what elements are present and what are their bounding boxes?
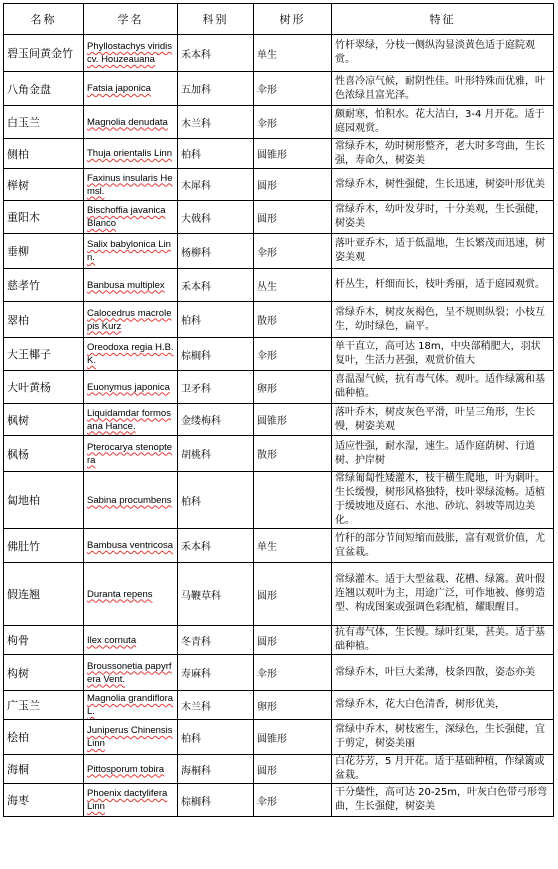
cell-latin: Calocedrus macrolepis Kurz <box>84 302 178 338</box>
cell-latin: Magnolia denudata <box>84 106 178 139</box>
cell-latin: Banbusa multiplex <box>84 269 178 302</box>
table-row <box>4 655 554 691</box>
cell-family: 海桐科 <box>178 755 254 784</box>
table-row <box>4 169 554 201</box>
cell-family: 禾本科 <box>178 269 254 302</box>
cell-feature: 常绿中乔木，树枝密生，深绿色，生长强健，宜于剪定，树姿美丽 <box>332 720 554 755</box>
cell-shape: 圆锥形 <box>254 139 332 169</box>
cell-shape <box>254 472 332 529</box>
cell-feature: 常绿匍匐性矮灌木，枝干横生爬地，叶为刺叶。生长缓慢，树形风格独特，枝叶翠绿流畅。适植于缓坡地及庭石、水池、砂坑、斜坡等周边美化。 <box>332 472 554 529</box>
table-row <box>4 302 554 338</box>
cell-latin: Ilex cornuta <box>84 626 178 655</box>
cell-name: 海桐 <box>4 755 84 784</box>
cell-feature: 常绿乔木，花大白色清香，树形优美， <box>332 691 554 720</box>
table-row <box>4 472 554 529</box>
cell-latin: Magnolia grandiflora L. <box>84 691 178 720</box>
cell-name: 白玉兰 <box>4 106 84 139</box>
header-row <box>4 4 554 35</box>
cell-latin: Pittosporum tobira <box>84 755 178 784</box>
cell-family: 柏科 <box>178 472 254 529</box>
cell-latin: Liquidamdar formosana Hance. <box>84 404 178 436</box>
table-row <box>4 563 554 626</box>
cell-name: 大王椰子 <box>4 338 84 371</box>
cell-feature: 常绿乔木，幼叶发芽时，十分美观，生长强健，树姿美 <box>332 201 554 234</box>
cell-feature: 单干直立，高可达 18m，中央部稍肥大，羽状复叶，生活力甚强，观赏价值大 <box>332 338 554 371</box>
cell-shape: 卵形 <box>254 691 332 720</box>
table-row <box>4 755 554 784</box>
cell-feature: 常绿灌木。适于大型盆栽、花槽、绿篱。黄叶假连翘以观叶为主，用途广泛，可作地被、修剪造型、构成图案或强调色彩配植，耀眼醒目。 <box>332 563 554 626</box>
cell-name: 枫杨 <box>4 436 84 472</box>
cell-shape: 散形 <box>254 302 332 338</box>
table-row <box>4 234 554 269</box>
cell-latin: Pterocarya stenoptera <box>84 436 178 472</box>
cell-shape: 伞形 <box>254 234 332 269</box>
table-row <box>4 72 554 106</box>
table-row <box>4 784 554 817</box>
cell-shape: 圆形 <box>254 169 332 201</box>
cell-shape: 圆锥形 <box>254 404 332 436</box>
cell-family: 大戟科 <box>178 201 254 234</box>
table-row <box>4 436 554 472</box>
cell-feature: 落叶乔木，树皮灰色平滑，叶呈三角形，生长慢，树姿美观 <box>332 404 554 436</box>
cell-latin: Phyllostachys viridis cv. Houzeauana <box>84 35 178 72</box>
table-row <box>4 139 554 169</box>
cell-name: 广玉兰 <box>4 691 84 720</box>
cell-family: 杨柳科 <box>178 234 254 269</box>
cell-name: 枸骨 <box>4 626 84 655</box>
cell-shape: 伞形 <box>254 784 332 817</box>
cell-shape: 圆形 <box>254 626 332 655</box>
cell-family: 棕榈科 <box>178 338 254 371</box>
cell-latin: Oreodoxa regia H.B.K. <box>84 338 178 371</box>
cell-name: 大叶黄杨 <box>4 371 84 404</box>
cell-shape: 伞形 <box>254 106 332 139</box>
cell-latin: Thuja orientalis Linn <box>84 139 178 169</box>
cell-latin: Fatsia japonica <box>84 72 178 106</box>
cell-feature: 喜温湿气候，抗有毒气体。观叶。适作绿篱和基础种植。 <box>332 371 554 404</box>
table-row <box>4 371 554 404</box>
cell-name: 海枣 <box>4 784 84 817</box>
cell-feature: 白花芬芳，5 月开花。适于基础种植，作绿篱或盆栽。 <box>332 755 554 784</box>
cell-shape: 圆形 <box>254 755 332 784</box>
cell-latin: Euonymus japonica <box>84 371 178 404</box>
cell-name: 垂柳 <box>4 234 84 269</box>
table-row <box>4 106 554 139</box>
cell-feature: 落叶亚乔木，适于低温地，生长繁茂而迅速，树姿美观 <box>332 234 554 269</box>
cell-shape: 单生 <box>254 529 332 563</box>
cell-shape: 圆形 <box>254 201 332 234</box>
cell-feature: 适应性强，耐水湿，速生。适作庭荫树、行道树、护岸树 <box>332 436 554 472</box>
cell-shape: 丛生 <box>254 269 332 302</box>
cell-shape: 卵形 <box>254 371 332 404</box>
cell-name: 桧柏 <box>4 720 84 755</box>
cell-family: 五加科 <box>178 72 254 106</box>
table-row <box>4 338 554 371</box>
cell-family: 胡桃科 <box>178 436 254 472</box>
cell-latin: Salix babylonica Linn. <box>84 234 178 269</box>
cell-family: 金缕梅科 <box>178 404 254 436</box>
cell-family: 棕榈科 <box>178 784 254 817</box>
cell-feature: 常绿乔木，树性强健，生长迅速，树姿叶形优美 <box>332 169 554 201</box>
cell-family: 冬青科 <box>178 626 254 655</box>
cell-feature: 抗有毒气体，生长慢。绿叶红果，甚美。适于基础种植。 <box>332 626 554 655</box>
cell-name: 枫树 <box>4 404 84 436</box>
cell-shape: 伞形 <box>254 72 332 106</box>
cell-name: 八角金盘 <box>4 72 84 106</box>
cell-feature: 常绿乔木，叶巨大柔薄，枝条四散，姿态亦美 <box>332 655 554 691</box>
cell-name: 匐地柏 <box>4 472 84 529</box>
cell-shape: 散形 <box>254 436 332 472</box>
cell-latin: Bischoffia javanica Blanco <box>84 201 178 234</box>
table-row <box>4 269 554 302</box>
cell-family: 木犀科 <box>178 169 254 201</box>
cell-family: 马鞭草科 <box>178 563 254 626</box>
cell-name: 重阳木 <box>4 201 84 234</box>
table-row <box>4 35 554 72</box>
cell-family: 寿麻科 <box>178 655 254 691</box>
table-container <box>3 3 554 817</box>
cell-latin: Broussonetia papyrfera Vent. <box>84 655 178 691</box>
cell-name: 慈孝竹 <box>4 269 84 302</box>
cell-shape: 单生 <box>254 35 332 72</box>
header-feature: 特征 <box>332 4 554 35</box>
cell-shape: 伞形 <box>254 655 332 691</box>
cell-latin: Bambusa ventricosa <box>84 529 178 563</box>
table-row <box>4 720 554 755</box>
cell-latin: Faxinus insularis Hemsl. <box>84 169 178 201</box>
cell-name: 佛肚竹 <box>4 529 84 563</box>
plant-table <box>3 3 554 817</box>
table-row <box>4 201 554 234</box>
cell-feature: 杆丛生，杆细而长，枝叶秀丽，适于庭园观赏。 <box>332 269 554 302</box>
cell-family: 木兰科 <box>178 691 254 720</box>
header-family: 科别 <box>178 4 254 35</box>
cell-feature: 干分蘖性，高可达 20-25m，叶灰白色带弓形弯曲，生长强健，树姿美 <box>332 784 554 817</box>
cell-family: 禾本科 <box>178 35 254 72</box>
cell-family: 禾本科 <box>178 529 254 563</box>
cell-name: 侧柏 <box>4 139 84 169</box>
cell-latin: Phoenix dactylifera Linn <box>84 784 178 817</box>
header-latin: 学名 <box>84 4 178 35</box>
cell-feature: 竹秆的部分节间短缩而鼓胀，富有观赏价值，尤宜盆栽。 <box>332 529 554 563</box>
cell-feature: 竹杆翠绿，分枝一侧纵沟显淡黄色适于庭院观赏。 <box>332 35 554 72</box>
cell-latin: Juniperus Chinensis Linn <box>84 720 178 755</box>
cell-latin: Sabina procumbens <box>84 472 178 529</box>
cell-latin: Duranta repens <box>84 563 178 626</box>
cell-feature: 常绿乔木，幼时树形整齐，老大时多弯曲，生长强，寿命久，树姿美 <box>332 139 554 169</box>
cell-name: 碧玉间黄金竹 <box>4 35 84 72</box>
cell-family: 柏科 <box>178 139 254 169</box>
cell-shape: 伞形 <box>254 338 332 371</box>
cell-family: 柏科 <box>178 302 254 338</box>
table-row <box>4 529 554 563</box>
header-shape: 树形 <box>254 4 332 35</box>
cell-feature: 颇耐寒，怕积水。花大洁白，3-4 月开花。适于庭园观赏。 <box>332 106 554 139</box>
cell-family: 木兰科 <box>178 106 254 139</box>
cell-feature: 常绿乔木，树皮灰褐色，呈不规则纵裂；小枝互生，幼时绿色，扁平。 <box>332 302 554 338</box>
cell-name: 构树 <box>4 655 84 691</box>
cell-shape: 圆形 <box>254 563 332 626</box>
cell-name: 榉树 <box>4 169 84 201</box>
cell-family: 柏科 <box>178 720 254 755</box>
cell-feature: 性喜冷凉气候，耐阴性佳。叶形特殊而优雅，叶色浓绿且富光泽。 <box>332 72 554 106</box>
cell-name: 翠柏 <box>4 302 84 338</box>
table-row <box>4 626 554 655</box>
cell-shape: 圆锥形 <box>254 720 332 755</box>
header-name: 名称 <box>4 4 84 35</box>
cell-name: 假连翘 <box>4 563 84 626</box>
cell-family: 卫矛科 <box>178 371 254 404</box>
table-row <box>4 404 554 436</box>
table-row <box>4 691 554 720</box>
